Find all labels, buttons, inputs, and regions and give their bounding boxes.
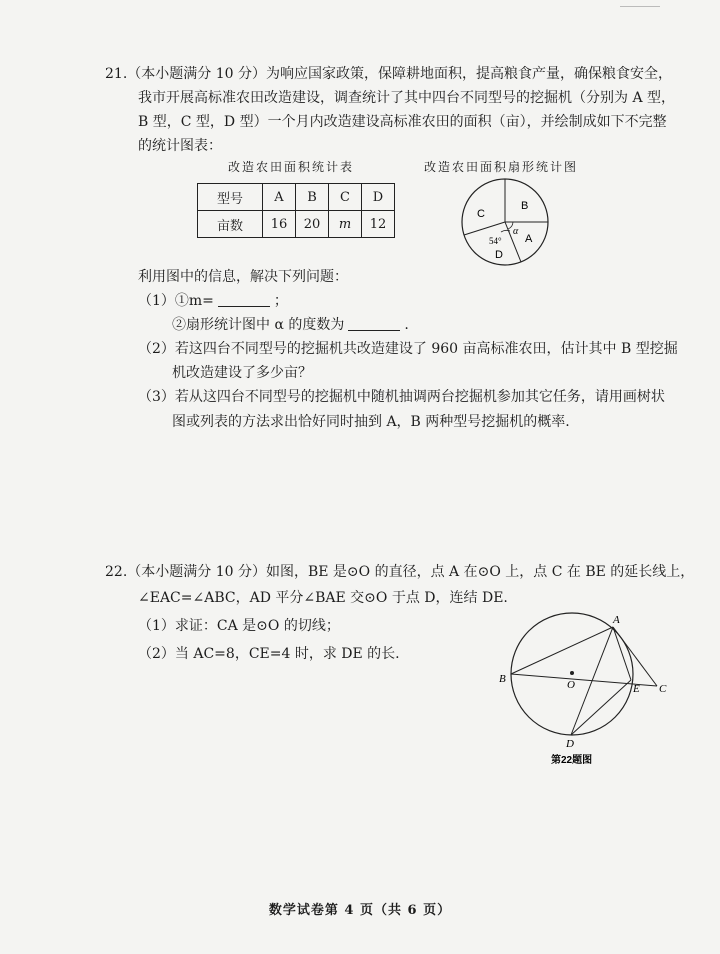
pie-label-a: A — [525, 233, 533, 245]
q21-line2: 我市开展高标准农田改造建设，调查统计了其中四台不同型号的挖掘机（分别为 A 型， — [138, 90, 676, 106]
table-row — [198, 184, 395, 211]
q22-part2: （2）当 AC=8，CE=4 时，求 DE 的长. — [138, 646, 400, 662]
table-value-d: 12 — [362, 211, 395, 238]
page-corner-mark — [620, 0, 660, 7]
q21-line4: 的统计图表： — [138, 138, 222, 154]
q21-part1b-suffix: . — [404, 317, 409, 333]
table-header-label: 型号 — [198, 184, 263, 211]
q21-line1: 21.（本小题满分 10 分）为响应国家政策，保障耕地面积，提高粮食产量，确保粮食安全， — [105, 66, 672, 82]
pie-caption: 改造农田面积扇形统计图 — [424, 160, 579, 174]
q21-intro: 利用图中的信息，解决下列问题： — [138, 269, 348, 285]
table-value-label: 亩数 — [198, 211, 263, 238]
label-e: E — [633, 683, 640, 695]
pie-label-c: C — [477, 208, 485, 220]
page-footer: 数学试卷第 4 页（共 6 页） — [268, 903, 452, 918]
table-row — [198, 211, 395, 238]
table-value-a: 16 — [263, 211, 296, 238]
q21-part1a-suffix: ； — [273, 293, 288, 309]
pie-radius-left — [464, 222, 505, 235]
pie-label-d: D — [495, 249, 503, 261]
q22-line1: 22.（本小题满分 10 分）如图，BE 是⊙O 的直径，点 A 在⊙O 上，点 C 在 BE 的延长线上， — [105, 564, 695, 580]
q22-line2: ∠EAC=∠ABC，AD 平分∠BAE 交⊙O 于点 D，连结 DE. — [138, 590, 508, 606]
q21-part2-line2: 机改造建设了多少亩？ — [172, 365, 312, 381]
q21-part3-line2: 图或列表的方法求出恰好同时抽到 A，B 两种型号挖掘机的概率. — [172, 414, 570, 430]
q21-part1a — [138, 292, 288, 310]
line-de — [571, 680, 631, 735]
q21-part2-line1: （2）若这四台不同型号的挖掘机共改造建设了 960 亩高标准农田，估计其中 B 型挖掘 — [138, 341, 678, 357]
label-c: C — [659, 683, 667, 695]
table-type-a: A — [263, 184, 296, 211]
table-caption: 改造农田面积统计表 — [228, 160, 355, 174]
table-value-c: m — [329, 211, 362, 238]
q21-part1b-text: ②扇形统计图中 α 的度数为 — [172, 317, 345, 333]
label-b: B — [499, 673, 506, 685]
table-type-c: C — [329, 184, 362, 211]
q21-part1b — [172, 316, 409, 334]
line-ae — [613, 627, 631, 680]
line-ac — [613, 627, 657, 686]
answer-blank-alpha[interactable] — [348, 316, 400, 331]
label-a: A — [613, 614, 620, 626]
table-type-d: D — [362, 184, 395, 211]
label-o: O — [567, 679, 575, 691]
pie-chart-figure — [455, 176, 555, 268]
pie-angle-alpha: α — [513, 226, 519, 237]
center-point-o — [570, 671, 574, 675]
q21-line3: B 型，C 型，D 型）一个月内改造建设高标准农田的面积（亩），并绘制成如下不完整 — [138, 114, 667, 130]
q21-part1a-prefix: （1）①m= — [138, 293, 214, 309]
table-value-b: 20 — [296, 211, 329, 238]
q21-part3-line1: （3）若从这四台不同型号的挖掘机中随机抽调两台挖掘机参加其它任务，请用画树状 — [138, 389, 665, 405]
table-type-b: B — [296, 184, 329, 211]
figure-caption: 第22题图 — [551, 755, 593, 766]
pie-label-b: B — [521, 200, 529, 212]
label-d: D — [566, 738, 574, 750]
geometry-figure — [495, 610, 680, 770]
acre-table — [197, 183, 395, 238]
answer-blank-m[interactable] — [218, 292, 270, 307]
pie-angle-54: 54° — [489, 236, 502, 246]
q22-part1: （1）求证：CA 是⊙O 的切线； — [138, 618, 340, 634]
